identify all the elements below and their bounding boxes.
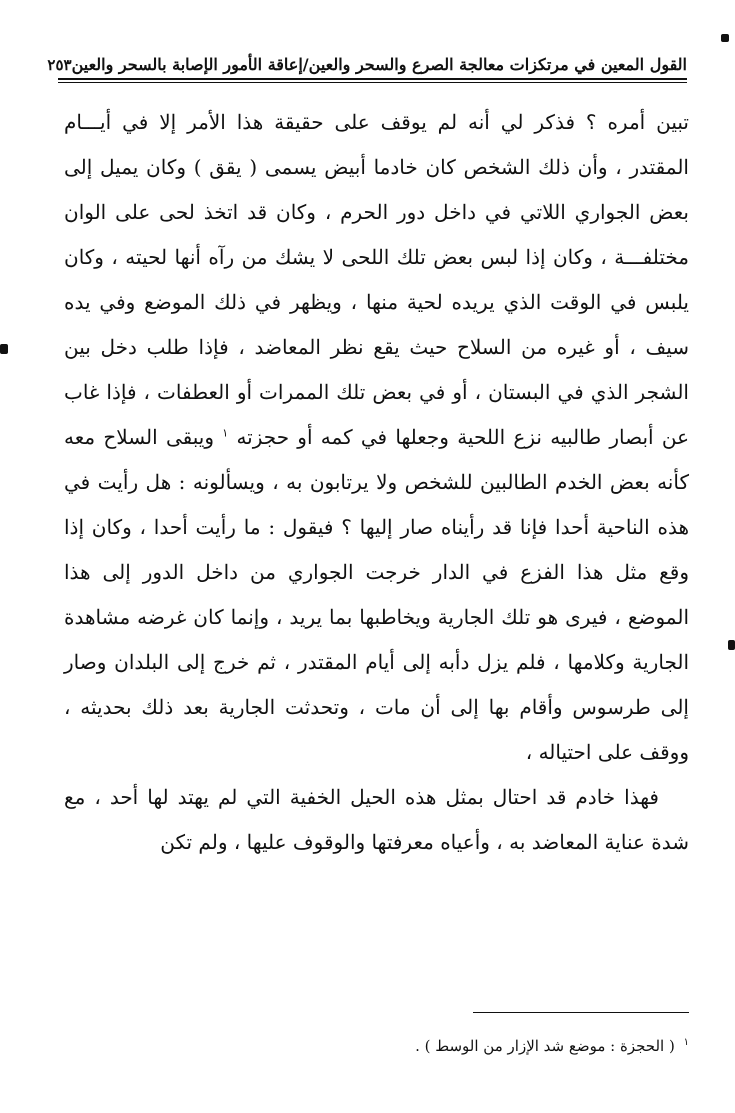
footnote-text: ( الحجزة : موضع شد الإزار من الوسط ) .	[415, 1037, 675, 1055]
page-number: ٢٥٣	[47, 56, 72, 74]
scan-edge-mark-top	[721, 34, 729, 42]
paragraph-1-text: تبين أمره ؟ فذكر لي أنه لم يوقف على حقيقة هذا الأمر إلا في أيـــام المقتدر ، وأن ذلك الشخص كان خادما أبيض يسمى ( يقق ) وكان يميل إلى بعض الجواري اللاتي في داخل دور الحرم ، وكان قد اتخذ لحى على الوان مختلفـــة ، وكان إذا لبس بعض تلك اللحى لا يشك من رآه أنها لحيته ، وكان يلبس في الوقت الذي يريده لحية منها ، ويظهر في ذلك الموضع وفي يده سيف ، أو غيره من السلاح حيث يقع نظر المعاضد ، فإذا طلب دخل بين الشجر الذي في البستان ، أو في بعض تلك الممرات أو العطفات ، فإذا غاب عن أبصار طالبيه نزع اللحية وجعلها في كمه أو حجزته	[64, 110, 690, 449]
paragraph-1	[64, 100, 689, 775]
running-header	[47, 34, 687, 74]
scan-edge-mark-middle	[0, 344, 8, 354]
footnote-marker: ١	[683, 1037, 689, 1048]
paragraph-1-continuation: ويبقى السلاح معه كأنه بعض الخدم الطالبين للشخص ولا يرتابون به ، ويسألونه : هل رأيت في هذه الناحية أحدا فإنا قد رأيناه صار إليها ؟ فيقول : ما رأيت أحدا ، وكان إذا وقع مثل هذا الفزع في الدار خرجت الجواري من داخل الدور إلى هذا الموضع ، فيرى هو تلك الجارية ويخاطبها بما يريد ، وإنما كان غرضه مشاهدة الجارية وكلامها ، فلم يزل دأبه إلى أيام المقتدر ، ثم خرج إلى البلدان وصار إلى طرسوس وأقام بها إلى أن مات ، وتحدثت الجارية بعد ذلك بحديثه ، ووقف على احتياله ،	[64, 425, 689, 764]
paragraph-2: فهذا خادم قد احتال بمثل هذه الحيل الخفية التي لم يهتد لها أحد ، مع شدة عناية المعاضد به ، وأعياه معرفتها والوقوف عليها ، ولم تكن	[64, 785, 689, 854]
header-rule-thin	[58, 82, 687, 83]
footnote-rule	[473, 1012, 689, 1013]
footnote-reference: ١	[222, 426, 229, 440]
body-text	[64, 100, 689, 865]
running-title: القول المعين في مرتكزات معالجة الصرع والسحر والعين/إعاقة الأمور الإصابة بالسحر والعين	[71, 55, 687, 74]
scan-edge-mark-right	[728, 640, 735, 650]
footnote	[64, 1030, 689, 1059]
header-rule	[58, 78, 687, 80]
